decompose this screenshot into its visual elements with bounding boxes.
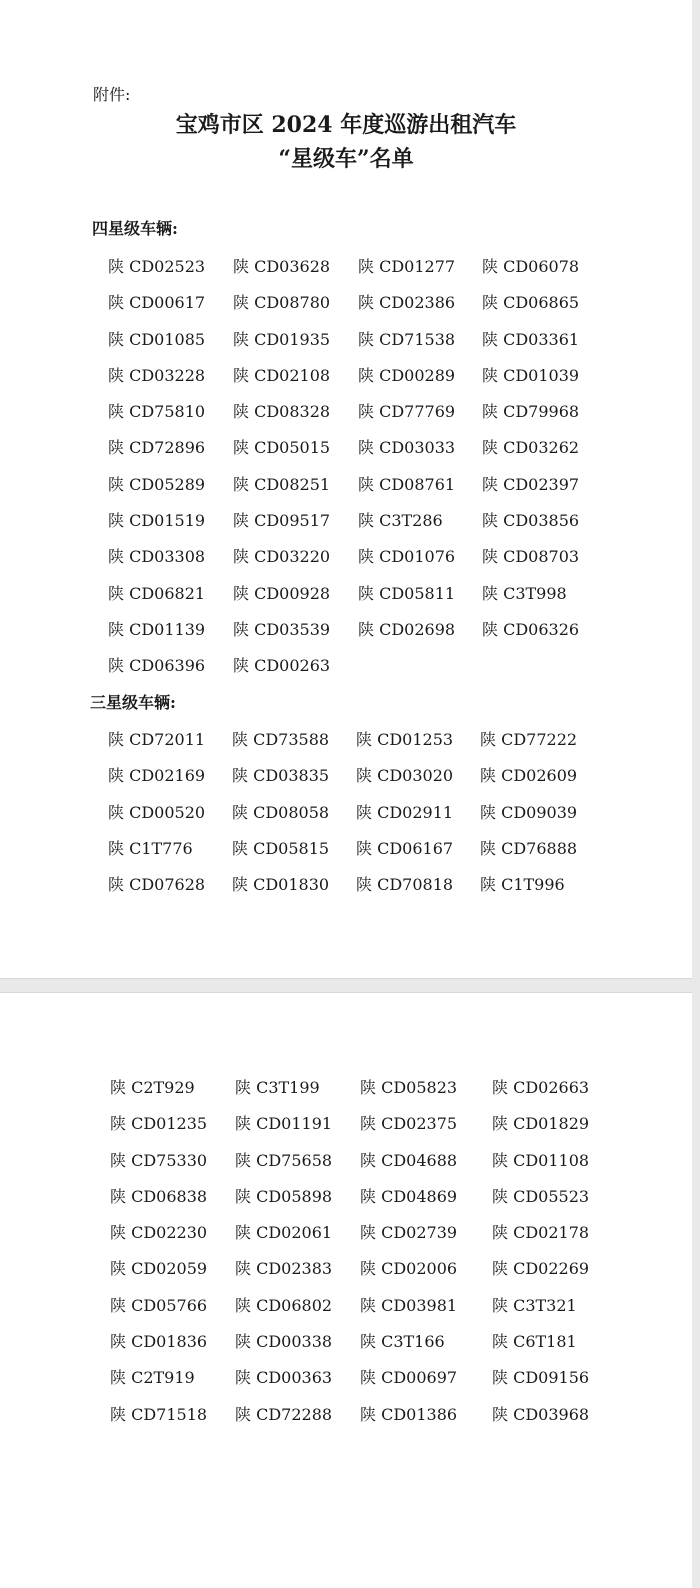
plate-number: 陕 CD02523: [108, 257, 206, 276]
plate-number: 陕 CD01830: [232, 875, 330, 895]
plate-number: 陕 CD06078: [482, 257, 580, 276]
plate-number: 陕 CD04688: [360, 1150, 458, 1170]
plate-number: 陕 CD00338: [235, 1332, 333, 1352]
plate-number: 陕 CD03033: [358, 438, 456, 458]
plate-number: 陕 CD01191: [235, 1114, 333, 1134]
plate-number: 陕 CD01235: [110, 1114, 208, 1134]
plate-number: 陕 CD08058: [232, 802, 330, 822]
plate-number: 陕 CD02663: [492, 1078, 590, 1097]
document-title-line2: “星级车”名单: [278, 146, 414, 172]
plate-number: 陕 CD01076: [358, 547, 456, 567]
plate-number: 陕 CD05815: [232, 838, 330, 858]
plate-number: 陕 CD05015: [233, 438, 331, 458]
plate-number: 陕 C6T181: [492, 1332, 577, 1352]
plate-number: 陕 CD08328: [233, 402, 331, 422]
three-star-heading: 三星级车辆:: [90, 693, 176, 712]
plate-number: 陕 CD05523: [492, 1186, 590, 1206]
plate-number: 陕 CD07628: [108, 875, 206, 895]
plate-number: 陕 CD03628: [233, 257, 331, 276]
plate-number: 陕 CD06167: [356, 838, 454, 858]
document-page-2: [0, 992, 692, 1588]
plate-number: 陕 CD72896: [108, 438, 206, 458]
plate-number: 陕 CD71518: [110, 1404, 208, 1424]
plate-number: 陕 C1T776: [108, 838, 193, 858]
plate-number: 陕 CD02178: [492, 1223, 590, 1243]
plate-number: 陕 CD03856: [482, 511, 580, 531]
plate-number: 陕 CD08251: [233, 474, 331, 494]
document-title-line1: 宝鸡市区 2024 年度巡游出租汽车: [175, 112, 517, 138]
plate-number: 陕 CD05811: [358, 583, 456, 603]
plate-number: 陕 CD09517: [233, 511, 331, 531]
plate-number: 陕 CD05823: [360, 1078, 458, 1097]
plate-number: 陕 CD02006: [360, 1259, 458, 1279]
plate-number: 陕 CD02397: [482, 474, 580, 494]
plate-number: 陕 CD00617: [108, 293, 206, 313]
plate-number: 陕 CD03308: [108, 547, 206, 567]
plate-number: 陕 CD79968: [482, 402, 580, 422]
plate-number: 陕 CD02386: [358, 293, 456, 313]
four-star-heading: 四星级车辆:: [92, 219, 178, 238]
plate-number: 陕 CD00697: [360, 1368, 458, 1388]
plate-number: 陕 CD01139: [108, 619, 206, 639]
plate-number: 陕 CD03020: [356, 766, 454, 786]
plate-number: 陕 CD01253: [356, 730, 454, 749]
plate-number: 陕 CD01519: [108, 511, 206, 531]
plate-number: 陕 CD03539: [233, 619, 331, 639]
plate-number: 陕 C2T929: [110, 1078, 195, 1097]
plate-number: 陕 CD02269: [492, 1259, 590, 1279]
plate-number: 陕 CD09039: [480, 802, 578, 822]
plate-number: 陕 C1T996: [480, 875, 565, 895]
plate-number: 陕 CD76888: [480, 838, 578, 858]
plate-number: 陕 CD01277: [358, 257, 456, 276]
plate-number: 陕 CD75810: [108, 402, 206, 422]
plate-number: 陕 CD06865: [482, 293, 580, 313]
plate-number: 陕 C3T998: [482, 583, 567, 603]
plate-number: 陕 CD05289: [108, 474, 206, 494]
plate-number: 陕 CD02375: [360, 1114, 458, 1134]
plate-number: 陕 CD77222: [480, 730, 578, 749]
plate-number: 陕 CD06802: [235, 1295, 333, 1315]
plate-number: 陕 CD77769: [358, 402, 456, 422]
plate-number: 陕 CD01829: [492, 1114, 590, 1134]
plate-number: 陕 CD01386: [360, 1404, 458, 1424]
plate-number: 陕 CD75658: [235, 1150, 333, 1170]
plate-number: 陕 CD05766: [110, 1295, 208, 1315]
plate-number: 陕 CD02911: [356, 802, 454, 822]
plate-number: 陕 CD05898: [235, 1186, 333, 1206]
plate-number: 陕 CD01108: [492, 1150, 590, 1170]
plate-number: 陕 CD00363: [235, 1368, 333, 1388]
plate-number: 陕 CD03361: [482, 329, 580, 349]
attachment-label: 附件:: [93, 85, 131, 104]
plate-number: 陕 C3T166: [360, 1332, 445, 1352]
plate-number: 陕 CD03981: [360, 1295, 458, 1315]
plate-number: 陕 C3T199: [235, 1078, 320, 1097]
plate-number: 陕 CD04869: [360, 1186, 458, 1206]
plate-number: 陕 C2T919: [110, 1368, 195, 1388]
plate-number: 陕 CD00520: [108, 802, 206, 822]
plate-number: 陕 CD01085: [108, 329, 206, 349]
plate-number: 陕 CD06821: [108, 583, 206, 603]
plate-number: 陕 CD73588: [232, 730, 330, 749]
plate-number: 陕 CD02609: [480, 766, 578, 786]
plate-number: 陕 CD09156: [492, 1368, 590, 1388]
plate-number: 陕 CD00289: [358, 365, 456, 385]
plate-number: 陕 CD00263: [233, 656, 331, 676]
plate-number: 陕 CD08703: [482, 547, 580, 567]
plate-number: 陕 CD75330: [110, 1150, 208, 1170]
plate-number: 陕 CD01935: [233, 329, 331, 349]
plate-number: 陕 CD06838: [110, 1186, 208, 1206]
plate-number: 陕 CD08761: [358, 474, 456, 494]
plate-number: 陕 CD72011: [108, 730, 206, 749]
plate-number: 陕 CD70818: [356, 875, 454, 895]
plate-number: 陕 CD71538: [358, 329, 456, 349]
plate-number: 陕 CD01836: [110, 1332, 208, 1352]
plate-number: 陕 CD03968: [492, 1404, 590, 1424]
plate-number: 陕 CD02059: [110, 1259, 208, 1279]
plate-number: 陕 CD01039: [482, 365, 580, 385]
plate-number: 陕 CD03228: [108, 365, 206, 385]
plate-number: 陕 CD02230: [110, 1223, 208, 1243]
plate-number: 陕 CD02108: [233, 365, 331, 385]
plate-number: 陕 CD00928: [233, 583, 331, 603]
plate-number: 陕 CD03262: [482, 438, 580, 458]
plate-number: 陕 CD03835: [232, 766, 330, 786]
plate-number: 陕 CD06326: [482, 619, 580, 639]
plate-number: 陕 CD06396: [108, 656, 206, 676]
plate-number: 陕 CD08780: [233, 293, 331, 313]
plate-number: 陕 CD72288: [235, 1404, 333, 1424]
plate-number: 陕 CD02739: [360, 1223, 458, 1243]
plate-number: 陕 CD02698: [358, 619, 456, 639]
plate-number: 陕 CD03220: [233, 547, 331, 567]
plate-number: 陕 CD02383: [235, 1259, 333, 1279]
plate-number: 陕 CD02061: [235, 1223, 333, 1243]
plate-number: 陕 C3T286: [358, 511, 443, 531]
plate-number: 陕 C3T321: [492, 1295, 577, 1315]
plate-number: 陕 CD02169: [108, 766, 206, 786]
